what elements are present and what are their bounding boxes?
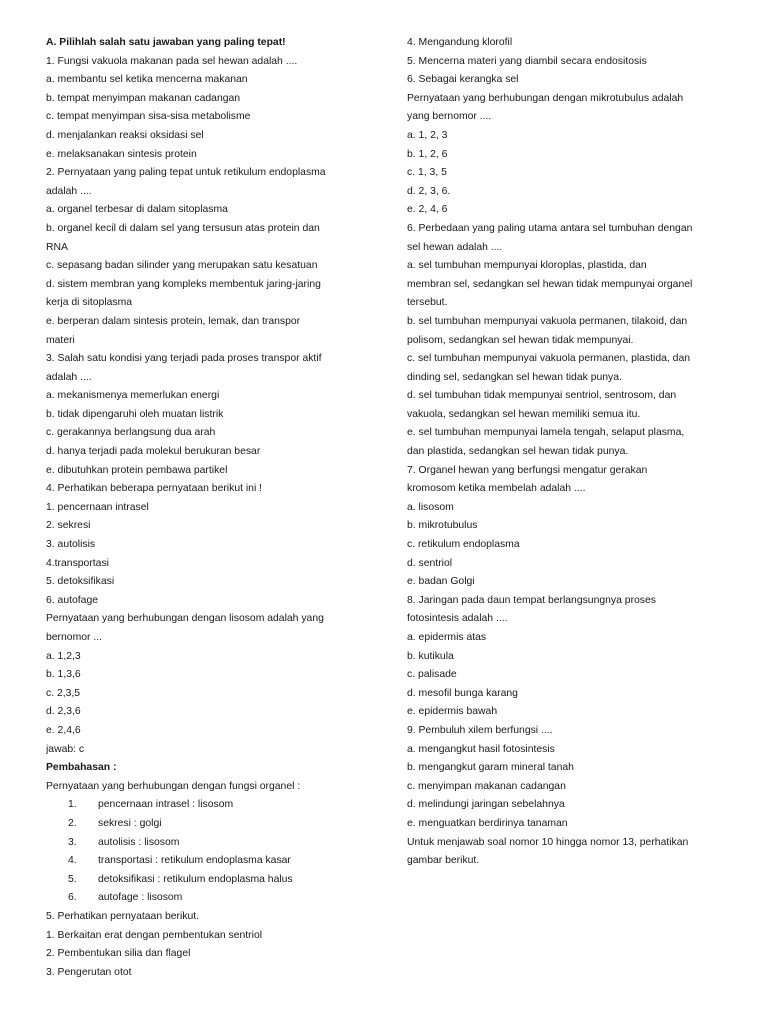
left-text-line — [46, 778, 368, 797]
line-text: c. gerakannya berlangsung dua arah — [46, 427, 216, 439]
line-text: autofage : lisosom — [98, 892, 183, 904]
left-text-line — [46, 462, 368, 481]
left-text-line — [46, 741, 368, 760]
right-text-line — [407, 443, 729, 462]
left-text-line — [46, 964, 368, 983]
line-text: Pernyataan yang berhubungan dengan lisosom adalah yang — [46, 613, 324, 625]
line-text: adalah .... — [46, 371, 92, 383]
right-text-line — [407, 201, 729, 220]
left-text-line — [46, 871, 368, 890]
line-text: kerja di sitoplasma — [46, 297, 133, 309]
line-text: 4. Mengandung klorofil — [407, 37, 513, 48]
line-text: 4. Perhatikan beberapa pernyataan berikut ini ! — [46, 483, 263, 495]
line-text: a. sel tumbuhan mempunyai kloroplas, plastida, dan — [407, 260, 647, 272]
line-text: materi — [46, 334, 75, 346]
list-number: 6. — [68, 892, 77, 904]
line-text: d. sentriol — [407, 557, 453, 569]
left-text-line — [46, 815, 368, 834]
right-text-line — [407, 703, 729, 722]
left-text-line — [46, 53, 368, 72]
left-text-line — [46, 239, 368, 258]
line-text: 3. Salah satu kondisi yang terjadi pada proses transpor aktif — [46, 353, 322, 365]
list-number: 5. — [68, 873, 77, 885]
right-column — [407, 34, 729, 871]
left-text-line — [46, 294, 368, 313]
line-text: b. organel kecil di dalam sel yang tersusun atas protein dan — [46, 222, 320, 234]
right-text-line — [407, 796, 729, 815]
line-text: e. menguatkan berdirinya tanaman — [407, 817, 568, 829]
line-text: 8. Jaringan pada daun tempat berlangsungnya proses — [407, 594, 656, 606]
line-text: c. 2,3,5 — [46, 687, 81, 699]
line-text: fotosintesis adalah .... — [407, 613, 508, 625]
left-text-line — [46, 834, 368, 853]
line-text: e. dibutuhkan protein pembawa partikel — [46, 464, 228, 476]
line-text: d. hanya terjadi pada molekul berukuran besar — [46, 446, 261, 458]
line-text: e. epidermis bawah — [407, 706, 498, 718]
line-text: a. 1, 2, 3 — [407, 129, 448, 141]
left-text-line — [46, 350, 368, 369]
right-text-line — [407, 815, 729, 834]
right-text-line — [407, 332, 729, 351]
right-text-line — [407, 648, 729, 667]
line-text: yang bernomor .... — [407, 111, 492, 123]
right-text-line — [407, 183, 729, 202]
line-text: dan plastida, sedangkan sel hewan tidak punya. — [407, 446, 629, 458]
right-text-line — [407, 834, 729, 853]
right-text-line — [407, 146, 729, 165]
line-text: a. organel terbesar di dalam sitoplasma — [46, 204, 228, 216]
line-text: bernomor ... — [46, 632, 103, 643]
left-text-line — [46, 648, 368, 667]
right-text-line — [407, 164, 729, 183]
line-text: a. lisosom — [407, 501, 454, 513]
line-text: Untuk menjawab soal nomor 10 hingga nomor 13, perhatikan — [407, 836, 689, 848]
line-text: 1. Berkaitan erat dengan pembentukan sentriol — [46, 929, 263, 941]
line-text: jawab: c — [46, 743, 85, 755]
right-text-line — [407, 759, 729, 778]
right-text-line — [407, 480, 729, 499]
line-text: b. tidak dipengaruhi oleh muatan listrik — [46, 408, 224, 420]
line-text: 5. Mencerna materi yang diambil secara endositosis — [407, 55, 647, 67]
line-text: transportasi : retikulum endoplasma kasar — [98, 855, 291, 867]
right-text-line — [407, 313, 729, 332]
line-text: gambar berikut. — [407, 855, 480, 867]
left-text-line — [46, 220, 368, 239]
left-text-line — [46, 852, 368, 871]
line-text: membran sel, sedangkan sel hewan tidak mempunyai organel — [407, 278, 693, 290]
line-text: a. 1,2,3 — [46, 650, 81, 662]
right-text-line — [407, 629, 729, 648]
line-text: sekresi : golgi — [98, 817, 162, 829]
line-text: c. sepasang badan silinder yang merupakan satu kesatuan — [46, 260, 318, 272]
line-text: kromosom ketika membelah adalah .... — [407, 483, 586, 495]
right-text-line — [407, 127, 729, 146]
line-text: polisom, sedangkan sel hewan tidak mempunyai. — [407, 334, 634, 346]
line-text: b. 1,3,6 — [46, 669, 81, 681]
left-text-line — [46, 443, 368, 462]
left-text-line — [46, 369, 368, 388]
line-text: 2. Pembentukan silia dan flagel — [46, 948, 191, 960]
line-text: a. epidermis atas — [407, 632, 487, 643]
line-text: c. tempat menyimpan sisa-sisa metabolisme — [46, 111, 251, 123]
line-text: e. 2,4,6 — [46, 724, 81, 736]
right-text-line — [407, 294, 729, 313]
right-text-line — [407, 276, 729, 295]
left-text-line — [46, 90, 368, 109]
left-text-line — [46, 164, 368, 183]
line-text: vakuola, sedangkan sel hewan memiliki semua itu. — [407, 408, 641, 420]
left-text-line — [46, 889, 368, 908]
right-text-line — [407, 462, 729, 481]
line-text: e. 2, 4, 6 — [407, 204, 448, 216]
line-text: b. mikrotubulus — [407, 520, 478, 532]
line-text: c. sel tumbuhan mempunyai vakuola permanen, plastida, dan — [407, 353, 691, 365]
left-text-line — [46, 108, 368, 127]
right-text-line — [407, 387, 729, 406]
left-text-line — [46, 666, 368, 685]
line-text: d. 2, 3, 6. — [407, 185, 451, 197]
line-text: c. retikulum endoplasma — [407, 539, 520, 551]
right-text-line — [407, 424, 729, 443]
left-text-line — [46, 480, 368, 499]
left-text-line — [46, 555, 368, 574]
right-text-line — [407, 592, 729, 611]
left-text-line — [46, 722, 368, 741]
line-text: e. sel tumbuhan mempunyai lamela tengah, selaput plasma, — [407, 427, 685, 439]
line-text: Pernyataan yang berhubungan dengan mikrotubulus adalah — [407, 92, 684, 104]
line-text: d. sel tumbuhan tidak mempunyai sentriol, sentrosom, dan — [407, 390, 677, 402]
line-text: A. Pilihlah salah satu jawaban yang paling tepat! — [46, 37, 286, 48]
line-text: adalah .... — [46, 185, 92, 197]
left-text-line — [46, 536, 368, 555]
left-text-line — [46, 629, 368, 648]
right-text-line — [407, 536, 729, 555]
list-number: 2. — [68, 817, 77, 829]
left-text-line — [46, 759, 368, 778]
line-text: b. kutikula — [407, 650, 454, 662]
line-text: b. tempat menyimpan makanan cadangan — [46, 92, 241, 104]
right-text-line — [407, 108, 729, 127]
line-text: 2. Pernyataan yang paling tepat untuk retikulum endoplasma — [46, 167, 326, 179]
right-text-line — [407, 220, 729, 239]
left-text-line — [46, 332, 368, 351]
left-text-line — [46, 610, 368, 629]
line-text: c. menyimpan makanan cadangan — [407, 780, 566, 792]
line-text: 5. Perhatikan pernyataan berikut. — [46, 910, 200, 922]
line-text: e. berperan dalam sintesis protein, lemak, dan transpor — [46, 315, 301, 327]
left-text-line — [46, 34, 368, 53]
line-text: tersebut. — [407, 297, 448, 309]
left-text-line — [46, 424, 368, 443]
line-text: autolisis : lisosom — [98, 836, 180, 848]
line-text: 5. detoksifikasi — [46, 576, 115, 588]
line-text: e. melaksanakan sintesis protein — [46, 148, 197, 160]
left-text-line — [46, 685, 368, 704]
line-text: Pernyataan yang berhubungan dengan fungsi organel : — [46, 780, 301, 792]
line-text: c. palisade — [407, 669, 457, 681]
line-text: Pembahasan : — [46, 762, 117, 774]
left-text-line — [46, 146, 368, 165]
right-text-line — [407, 778, 729, 797]
line-text: sel hewan adalah .... — [407, 241, 503, 253]
right-text-line — [407, 239, 729, 258]
line-text: b. mengangkut garam mineral tanah — [407, 762, 574, 774]
left-text-line — [46, 201, 368, 220]
right-text-line — [407, 852, 729, 871]
left-text-line — [46, 406, 368, 425]
line-text: d. 2,3,6 — [46, 706, 81, 718]
line-text: e. badan Golgi — [407, 576, 475, 588]
left-text-line — [46, 71, 368, 90]
right-text-line — [407, 666, 729, 685]
line-text: 1. Fungsi vakuola makanan pada sel hewan adalah .... — [46, 55, 298, 67]
list-number: 3. — [68, 836, 77, 848]
right-text-line — [407, 610, 729, 629]
right-text-line — [407, 741, 729, 760]
right-text-line — [407, 71, 729, 90]
right-text-line — [407, 34, 729, 53]
left-text-line — [46, 183, 368, 202]
right-text-line — [407, 257, 729, 276]
right-text-line — [407, 499, 729, 518]
line-text: 6. autofage — [46, 594, 98, 606]
left-text-line — [46, 257, 368, 276]
left-column — [46, 34, 368, 982]
right-text-line — [407, 555, 729, 574]
line-text: d. menjalankan reaksi oksidasi sel — [46, 129, 204, 141]
line-text: 6. Perbedaan yang paling utama antara sel tumbuhan dengan — [407, 222, 693, 234]
list-number: 1. — [68, 799, 77, 811]
left-text-line — [46, 517, 368, 536]
left-text-line — [46, 499, 368, 518]
left-text-line — [46, 387, 368, 406]
line-text: a. membantu sel ketika mencerna makanan — [46, 74, 248, 86]
line-text: 3. Pengerutan otot — [46, 966, 132, 978]
line-text: 2. sekresi — [46, 520, 91, 532]
right-text-line — [407, 722, 729, 741]
right-text-line — [407, 350, 729, 369]
right-text-line — [407, 517, 729, 536]
line-text: RNA — [46, 241, 68, 253]
left-text-line — [46, 592, 368, 611]
line-text: a. mengangkut hasil fotosintesis — [407, 743, 555, 755]
left-text-line — [46, 573, 368, 592]
line-text: c. 1, 3, 5 — [407, 167, 447, 179]
left-text-line — [46, 313, 368, 332]
right-text-line — [407, 406, 729, 425]
left-text-line — [46, 703, 368, 722]
line-text: dinding sel, sedangkan sel hewan tidak punya. — [407, 371, 622, 383]
line-text: d. sistem membran yang kompleks membentuk jaring-jaring — [46, 278, 321, 290]
left-text-line — [46, 908, 368, 927]
line-text: detoksifikasi : retikulum endoplasma halus — [98, 873, 293, 885]
left-text-line — [46, 127, 368, 146]
line-text: 1. pencernaan intrasel — [46, 501, 149, 513]
line-text: a. mekanismenya memerlukan energi — [46, 390, 220, 402]
right-text-line — [407, 90, 729, 109]
line-text: d. mesofil bunga karang — [407, 687, 518, 699]
left-text-line — [46, 927, 368, 946]
line-text: 4.transportasi — [46, 557, 109, 569]
line-text: 6. Sebagai kerangka sel — [407, 74, 519, 86]
left-text-line — [46, 796, 368, 815]
line-text: b. sel tumbuhan mempunyai vakuola permanen, tilakoid, dan — [407, 315, 688, 327]
left-text-line — [46, 945, 368, 964]
right-text-line — [407, 53, 729, 72]
line-text: 9. Pembuluh xilem berfungsi .... — [407, 724, 553, 736]
line-text: d. melindungi jaringan sebelahnya — [407, 799, 565, 811]
right-text-line — [407, 573, 729, 592]
line-text: b. 1, 2, 6 — [407, 148, 448, 160]
left-text-line — [46, 276, 368, 295]
right-text-line — [407, 369, 729, 388]
line-text: pencernaan intrasel : lisosom — [98, 799, 234, 811]
right-text-line — [407, 685, 729, 704]
line-text: 3. autolisis — [46, 539, 96, 551]
list-number: 4. — [68, 855, 77, 867]
line-text: 7. Organel hewan yang berfungsi mengatur gerakan — [407, 464, 648, 476]
